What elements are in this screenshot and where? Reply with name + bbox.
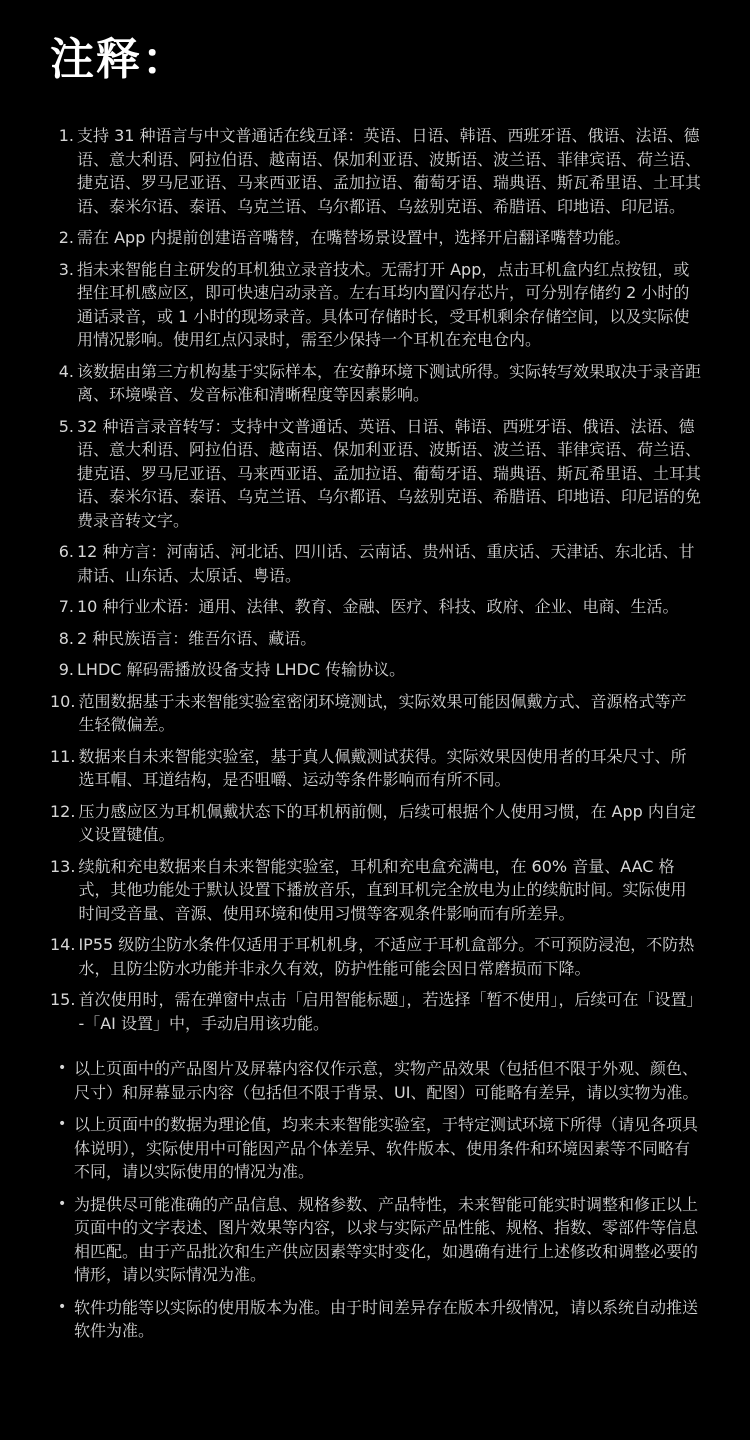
note-number: 12. <box>50 801 76 821</box>
note-text: 首次使用时，需在弹窗中点击「启用智能标题」，若选择「暂不使用」，后续可在「设置」-「AI 设置」中，手动启用该功能。 <box>78 990 695 1033</box>
note-number: 6. <box>58 542 74 561</box>
note-number: 4. <box>58 361 74 381</box>
note-number: 9. <box>58 660 74 679</box>
note-number: 2. <box>58 228 74 247</box>
note-text: 10 种行业术语：通用、法律、教育、金融、医疗、科技、政府、企业、电商、生活。 <box>77 597 679 616</box>
note-item <box>50 415 702 533</box>
disclaimer-item <box>50 1296 702 1343</box>
note-text: 该数据由第三方机构基于实际样本，在安静环境下测试所得。实际转写效果取决于录音距离、环境噪音、发音标准和清晰程度等因素影响。 <box>77 361 702 404</box>
disclaimer-item <box>50 1113 702 1184</box>
disclaimer-text: 为提供尽可能准确的产品信息、规格参数、产品特性，未来智能可能实时调整和修正以上页面中的文字表述、图片效果等内容，以求与实际产品性能、规格、指数、零部件等信息相匹配。由于产品批次和生产供应因素等实时变化，如遇确有进行上述修改和调整必要的情形，请以实际情况为准。 <box>74 1194 699 1284</box>
note-text: 32 种语言录音转写：支持中文普通话、英语、日语、韩语、西班牙语、俄语、法语、德语、意大利语、阿拉伯语、越南语、保加利亚语、波斯语、波兰语、菲律宾语、荷兰语、捷克语、罗马尼亚语、马来西亚语、孟加拉语、葡萄牙语、瑞典语、斯瓦希里语、土耳其语、泰米尔语、泰语、乌克兰语、乌尔都语、乌兹别克语、希腊语、印地语、印尼语的免费录音转文字。 <box>77 416 702 530</box>
note-item <box>50 690 702 737</box>
note-text: 续航和充电数据来自未来智能实验室，耳机和充电盒充满电，在 60% 音量、AAC 格式，其他功能处于默认设置下播放音乐，直到耳机完全放电为止的续航时间。实际使用时间受音量、音源、使用环境和使用习惯等客观条件影响而有所差异。 <box>78 856 687 923</box>
note-item <box>50 595 702 619</box>
note-item <box>50 226 702 250</box>
bullet-icon: • <box>58 1060 67 1076</box>
bullet-icon: • <box>58 1116 67 1132</box>
note-item <box>50 627 702 651</box>
note-number: 7. <box>58 597 74 616</box>
note-item <box>50 658 702 682</box>
disclaimer-item <box>50 1193 702 1287</box>
note-item <box>50 988 702 1035</box>
note-item <box>50 540 702 587</box>
note-item <box>50 800 702 847</box>
page-title: 注释： <box>50 34 188 85</box>
note-item <box>50 360 702 407</box>
note-text: 支持 31 种语言与中文普通话在线互译：英语、日语、韩语、西班牙语、俄语、法语、德语、意大利语、阿拉伯语、越南语、保加利亚语、波斯语、波兰语、菲律宾语、荷兰语、捷克语、罗马尼亚语、马来西亚语、孟加拉语、葡萄牙语、瑞典语、斯瓦希里语、土耳其语、泰米尔语、泰语、乌克兰语、乌尔都语、乌兹别克语、希腊语、印地语、印尼语。 <box>77 126 702 216</box>
note-number: 10. <box>50 691 76 711</box>
note-text: 指未来智能自主研发的耳机独立录音技术。无需打开 App，点击耳机盒内红点按钮，或捏住耳机感应区，即可快速启动录音。左右耳均内置闪存芯片，可分别存储约 2 小时的通话录音，或 1 小时的现场录音。具体可存储时长，受耳机剩余存储空间，以及实际使用情况影响。使用红点闪录时，需至少保持一个耳机在充电仓内。 <box>77 259 690 349</box>
note-text: 压力感应区为耳机佩戴状态下的耳机柄前侧，后续可根据个人使用习惯，在 App 内自定义设置键值。 <box>78 801 696 844</box>
numbered-notes-list <box>50 124 702 1035</box>
note-item <box>50 124 702 218</box>
disclaimer-list <box>50 1057 702 1343</box>
note-text: 12 种方言：河南话、河北话、四川话、云南话、贵州话、重庆话、天津话、东北话、甘肃话、山东话、太原话、粤语。 <box>77 542 695 585</box>
note-number: 3. <box>58 259 74 279</box>
note-number: 5. <box>58 416 74 436</box>
note-number: 11. <box>50 746 76 766</box>
note-number: 1. <box>58 126 74 145</box>
disclaimer-item <box>50 1057 702 1104</box>
note-text: 范围数据基于未来智能实验室密闭环境测试，实际效果可能因佩戴方式、音源格式等产生轻微偏差。 <box>78 691 687 734</box>
note-item <box>50 745 702 792</box>
disclaimer-text: 以上页面中的数据为理论值，均来未来智能实验室，于特定测试环境下所得（请见各项具体说明），实际使用中可能因产品个体差异、软件版本、使用条件和环境因素等不同略有不同，请以实际使用的情况为准。 <box>74 1115 699 1181</box>
note-text: IP55 级防尘防水条件仅适用于耳机机身，不适应于耳机盒部分。不可预防浸泡，不防热水，且防尘防水功能并非永久有效，防护性能可能会因日常磨损而下降。 <box>78 935 695 978</box>
bullet-icon: • <box>58 1298 67 1315</box>
note-number: 8. <box>58 628 74 648</box>
note-number: 13. <box>50 856 76 876</box>
note-number: 15. <box>50 990 76 1009</box>
bullet-icon: • <box>58 1195 67 1212</box>
note-text: 2 种民族语言：维吾尔语、藏语。 <box>77 628 317 648</box>
note-item <box>50 258 702 352</box>
note-text: 需在 App 内提前创建语音嘴替，在嘴替场景设置中，选择开启翻译嘴替功能。 <box>77 228 631 247</box>
disclaimer-text: 软件功能等以实际的使用版本为准。由于时间差异存在版本升级情况，请以系统自动推送软件为准。 <box>74 1297 699 1340</box>
note-text: LHDC 解码需播放设备支持 LHDC 传输协议。 <box>77 660 406 679</box>
disclaimer-text: 以上页面中的产品图片及屏幕内容仅作示意，实物产品效果（包括但不限于外观、颜色、尺寸）和屏幕显示内容（包括但不限于背景、UI、配图）可能略有差异，请以实物为准。 <box>74 1059 699 1102</box>
note-item <box>50 933 702 980</box>
note-item <box>50 855 702 926</box>
note-text: 数据来自未来智能实验室，基于真人佩戴测试获得。实际效果因使用者的耳朵尺寸、所选耳帽、耳道结构，是否咀嚼、运动等条件影响而有所不同。 <box>78 746 687 789</box>
note-number: 14. <box>50 935 76 954</box>
